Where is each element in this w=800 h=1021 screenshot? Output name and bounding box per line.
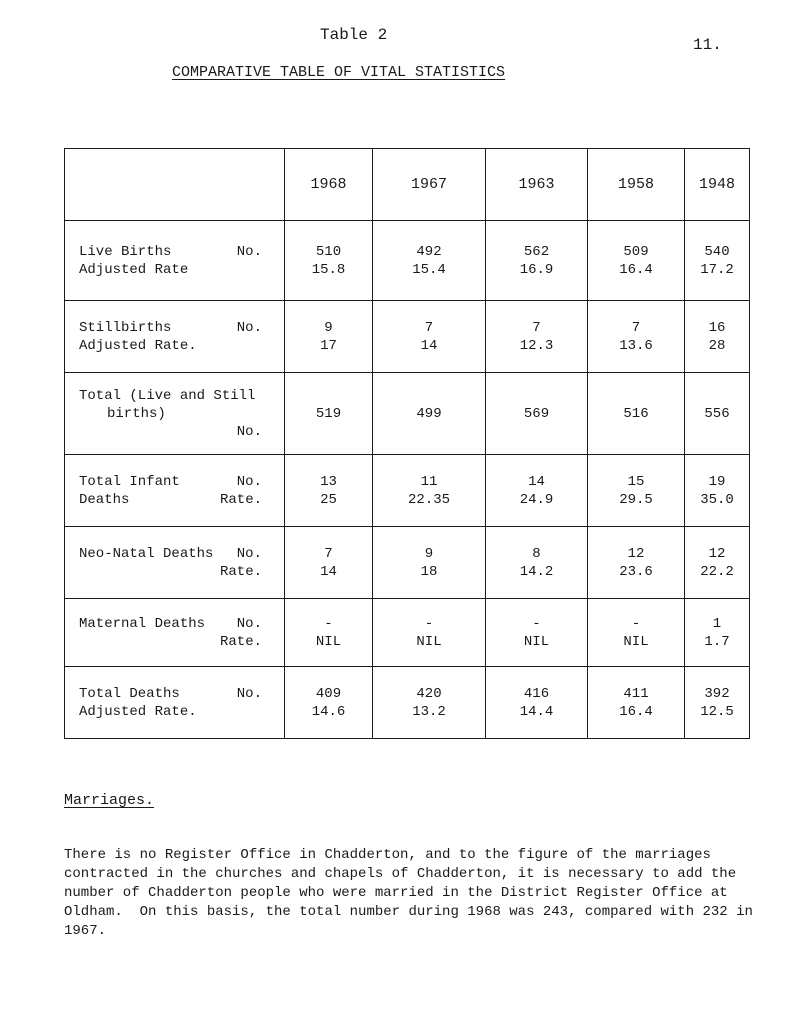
count-value: 540 bbox=[704, 243, 730, 260]
count-value: - bbox=[324, 615, 333, 632]
row-label-unit: No. bbox=[236, 319, 262, 336]
count-value: 19 bbox=[708, 473, 726, 490]
rate-value: 29.5 bbox=[619, 491, 653, 508]
row-label-unit: Rate. bbox=[219, 563, 262, 580]
row-label bbox=[65, 455, 285, 527]
value-cell bbox=[486, 667, 588, 739]
row-label-unit: No. bbox=[236, 473, 262, 490]
value-cell bbox=[588, 455, 685, 527]
row-label-line bbox=[79, 261, 284, 279]
count-value: 499 bbox=[416, 405, 442, 422]
rate-value: 15.4 bbox=[412, 261, 446, 278]
value-cell bbox=[285, 301, 373, 373]
page-title: COMPARATIVE TABLE OF VITAL STATISTICS bbox=[172, 64, 506, 81]
value-cell bbox=[285, 373, 373, 455]
marriages-heading: Marriages. bbox=[64, 792, 155, 809]
count-value: 562 bbox=[523, 243, 550, 260]
rate-value: 18 bbox=[420, 563, 438, 580]
value-cell bbox=[285, 455, 373, 527]
rate-value: 12.3 bbox=[519, 337, 554, 354]
count-value: 416 bbox=[523, 685, 550, 702]
count-value: 556 bbox=[704, 405, 730, 422]
row-label-text: Total Infant bbox=[79, 473, 180, 490]
row-label bbox=[65, 667, 285, 739]
value-cell bbox=[285, 599, 373, 667]
row-label-line bbox=[79, 703, 284, 721]
rate-value: 17.2 bbox=[700, 261, 734, 278]
vital-statistics-table bbox=[64, 148, 750, 739]
value-cell bbox=[588, 221, 685, 301]
row-label-line bbox=[79, 685, 284, 703]
value-cell bbox=[486, 301, 588, 373]
year-header: 1963 bbox=[486, 149, 588, 221]
row-label-unit: No. bbox=[236, 615, 262, 632]
row-label-text: Adjusted Rate. bbox=[79, 337, 197, 354]
row-label-unit: No. bbox=[236, 545, 262, 562]
count-value: 8 bbox=[532, 545, 541, 562]
row-label bbox=[65, 373, 285, 455]
row-label-line bbox=[79, 633, 284, 651]
count-value: 510 bbox=[315, 243, 342, 260]
row-label-unit: Rate. bbox=[219, 633, 262, 650]
rate-value: 14.6 bbox=[311, 703, 346, 720]
row-label-unit: No. bbox=[236, 243, 262, 260]
count-value: 7 bbox=[532, 319, 541, 336]
row-label-line bbox=[79, 405, 284, 423]
row-label-line bbox=[79, 563, 284, 581]
table-row bbox=[65, 373, 750, 455]
table-header-row bbox=[65, 149, 750, 221]
count-value: 7 bbox=[424, 319, 434, 336]
table-number: Table 2 bbox=[320, 26, 388, 44]
rate-value: NIL bbox=[523, 633, 550, 650]
value-cell bbox=[373, 667, 486, 739]
value-cell bbox=[685, 373, 750, 455]
count-value: 14 bbox=[528, 473, 545, 490]
table-row bbox=[65, 301, 750, 373]
row-label-text: Deaths bbox=[79, 491, 130, 508]
row-label bbox=[65, 301, 285, 373]
value-cell bbox=[685, 599, 750, 667]
row-label-line bbox=[79, 423, 284, 441]
count-value: 9 bbox=[424, 545, 434, 562]
row-label bbox=[65, 527, 285, 599]
rate-value: 22.2 bbox=[700, 563, 734, 580]
count-value: 492 bbox=[416, 243, 442, 260]
value-cell bbox=[285, 667, 373, 739]
value-cell bbox=[285, 221, 373, 301]
value-cell bbox=[373, 527, 486, 599]
count-value: 11 bbox=[420, 473, 438, 490]
row-label-text: Adjusted Rate. bbox=[79, 703, 197, 720]
year-header: 1967 bbox=[373, 149, 486, 221]
row-label-line bbox=[79, 387, 284, 405]
value-cell bbox=[373, 455, 486, 527]
rate-value: 14.4 bbox=[519, 703, 554, 720]
count-value: 411 bbox=[623, 685, 649, 702]
row-label-text: Total Deaths bbox=[79, 685, 180, 702]
count-value: 569 bbox=[523, 405, 550, 422]
rate-value: 13.2 bbox=[412, 703, 446, 720]
value-cell bbox=[373, 373, 486, 455]
value-cell bbox=[588, 527, 685, 599]
count-value: 409 bbox=[315, 685, 342, 702]
header-empty-cell bbox=[65, 149, 285, 221]
row-label-line bbox=[79, 243, 284, 261]
rate-value: 24.9 bbox=[519, 491, 554, 508]
year-header: 1968 bbox=[285, 149, 373, 221]
count-value: - bbox=[532, 615, 541, 632]
rate-value: 16.9 bbox=[519, 261, 554, 278]
rate-value: 14.2 bbox=[519, 563, 554, 580]
count-value: 509 bbox=[623, 243, 649, 260]
rate-value: 12.5 bbox=[700, 703, 734, 720]
rate-value: 14 bbox=[420, 337, 438, 354]
row-label-line bbox=[79, 545, 284, 563]
value-cell bbox=[588, 667, 685, 739]
table-row bbox=[65, 527, 750, 599]
rate-value: NIL bbox=[416, 633, 442, 650]
rate-value: 15.8 bbox=[311, 261, 346, 278]
value-cell bbox=[373, 221, 486, 301]
row-label-line bbox=[79, 491, 284, 509]
rate-value: 23.6 bbox=[619, 563, 653, 580]
value-cell bbox=[486, 373, 588, 455]
count-value: 516 bbox=[623, 405, 649, 422]
count-value: 519 bbox=[315, 405, 342, 422]
row-label-text: Neo-Natal Deaths bbox=[79, 545, 214, 562]
page-number: 11. bbox=[693, 36, 722, 54]
marriages-paragraph: There is no Register Office in Chadderton, and to the figure of the marriages contracted in the churches and chapels of Chadderton, it is necessary to add the number of Chadderton people who were married in the District Register Office at Oldham. On this basis, the total number during 1968 was 243, compared with 232 in 1967. bbox=[64, 847, 762, 939]
row-label-line bbox=[79, 473, 284, 491]
row-label-unit: No. bbox=[236, 685, 262, 702]
count-value: 420 bbox=[416, 685, 442, 702]
value-cell bbox=[685, 301, 750, 373]
count-value: 9 bbox=[324, 319, 333, 336]
row-label-text: Total (Live and Still bbox=[79, 387, 256, 404]
count-value: 1 bbox=[712, 615, 722, 632]
value-cell bbox=[588, 599, 685, 667]
row-label-text: Stillbirths bbox=[79, 319, 172, 336]
table-row bbox=[65, 667, 750, 739]
row-label-line bbox=[79, 615, 284, 633]
table-row bbox=[65, 221, 750, 301]
table-row bbox=[65, 599, 750, 667]
value-cell bbox=[486, 599, 588, 667]
rate-value: NIL bbox=[315, 633, 342, 650]
count-value: 392 bbox=[704, 685, 730, 702]
row-label-unit: Rate. bbox=[219, 491, 262, 508]
value-cell bbox=[588, 373, 685, 455]
value-cell bbox=[486, 527, 588, 599]
row-label-text: Maternal Deaths bbox=[79, 615, 206, 632]
row-label bbox=[65, 221, 285, 301]
row-label-line bbox=[79, 337, 284, 355]
count-value: 7 bbox=[324, 545, 333, 562]
value-cell bbox=[486, 221, 588, 301]
row-label-line bbox=[79, 319, 284, 337]
value-cell bbox=[373, 599, 486, 667]
value-cell bbox=[685, 221, 750, 301]
row-label-text: No. bbox=[236, 423, 262, 440]
count-value: 12 bbox=[708, 545, 726, 562]
count-value: 15 bbox=[627, 473, 645, 490]
count-value: 12 bbox=[627, 545, 645, 562]
value-cell bbox=[685, 527, 750, 599]
rate-value: 1.7 bbox=[704, 633, 730, 650]
row-label-text: births) bbox=[107, 405, 166, 422]
row-label-text: Live Births bbox=[79, 243, 172, 260]
rate-value: 17 bbox=[320, 337, 337, 354]
rate-value: 13.6 bbox=[619, 337, 653, 354]
rate-value: NIL bbox=[623, 633, 649, 650]
value-cell bbox=[486, 455, 588, 527]
count-value: 16 bbox=[708, 319, 726, 336]
value-cell bbox=[588, 301, 685, 373]
year-header: 1958 bbox=[588, 149, 685, 221]
count-value: 13 bbox=[320, 473, 337, 490]
value-cell bbox=[285, 527, 373, 599]
row-label-text: Adjusted Rate bbox=[79, 261, 189, 278]
value-cell bbox=[373, 301, 486, 373]
value-cell bbox=[685, 455, 750, 527]
count-value: - bbox=[424, 615, 434, 632]
rate-value: 35.0 bbox=[700, 491, 734, 508]
count-value: - bbox=[631, 615, 641, 632]
count-value: 7 bbox=[631, 319, 641, 336]
table-row bbox=[65, 455, 750, 527]
rate-value: 14 bbox=[320, 563, 337, 580]
row-label bbox=[65, 599, 285, 667]
value-cell bbox=[685, 667, 750, 739]
rate-value: 16.4 bbox=[619, 261, 653, 278]
rate-value: 22.35 bbox=[407, 491, 450, 508]
rate-value: 16.4 bbox=[619, 703, 653, 720]
year-header: 1948 bbox=[685, 149, 750, 221]
rate-value: 28 bbox=[708, 337, 726, 354]
rate-value: 25 bbox=[320, 491, 337, 508]
